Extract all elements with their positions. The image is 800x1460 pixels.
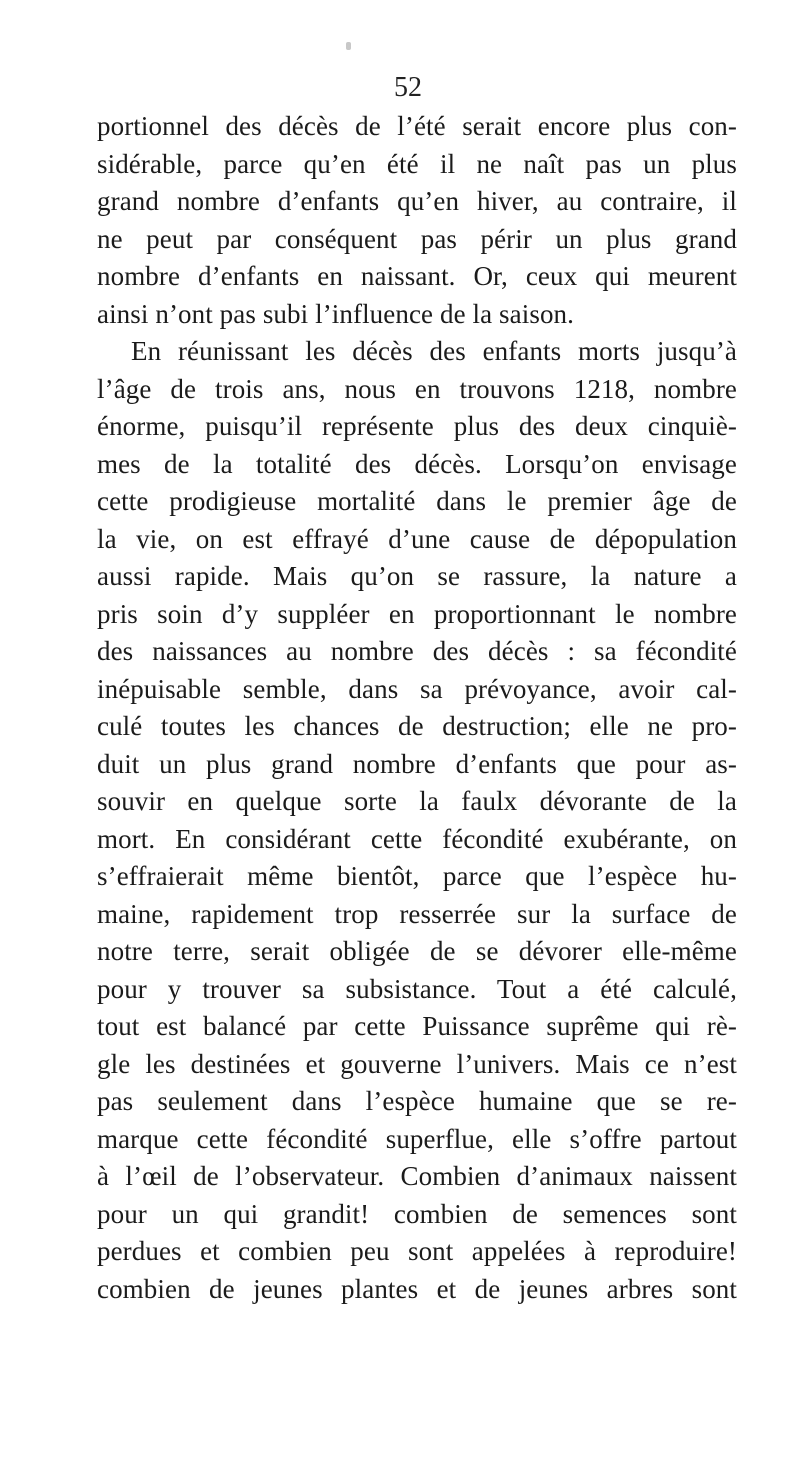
text-line: mes de la totalité des décès. Lorsqu’on envisage — [97, 448, 737, 479]
text-line: pour un qui grandit! combien de semences sont — [97, 1198, 737, 1229]
paragraph-start-line: En réunissant les décès des enfants morts jusqu’à — [131, 336, 737, 366]
text-line: s’effraierait même bientôt, parce que l’espèce hu- — [97, 861, 737, 891]
text-line: inépuisable semble, dans sa prévoyance, avoir cal- — [97, 673, 737, 704]
text-line: aussi rapide. Mais qu’on se rassure, la nature a — [97, 561, 737, 591]
text-line: ainsi n’ont pas subi l’influence de la saison. — [97, 298, 574, 329]
text-line: nombre d’enfants en naissant. Or, ceux qui meurent — [97, 261, 737, 291]
text-line: à l’œil de l’observateur. Combien d’animaux naissent — [97, 1161, 737, 1191]
text-line: grand nombre d’enfants qu’en hiver, au contraire, il — [97, 186, 737, 216]
text-line: l’âge de trois ans, nous en trouvons 1218, nombre — [97, 373, 737, 404]
text-line: culé toutes les chances de destruction; elle ne pro- — [97, 711, 737, 741]
page-number: 52 — [394, 72, 422, 103]
text-line: marque cette fécondité superflue, elle s’offre partout — [97, 1123, 737, 1154]
text-line: des naissances au nombre des décès : sa fécondité — [97, 636, 737, 666]
ink-speck — [346, 42, 351, 50]
text-line: maine, rapidement trop resserrée sur la surface de — [97, 898, 737, 929]
text-line: duit un plus grand nombre d’enfants que pour as- — [97, 748, 737, 779]
text-line: sidérable, parce qu’en été il ne naît pas un plus — [97, 148, 737, 179]
text-line: cette prodigieuse mortalité dans le premier âge de — [97, 486, 737, 516]
body-text — [97, 108, 737, 1308]
text-line: pas seulement dans l’espèce humaine que se re- — [97, 1086, 737, 1116]
text-line: énorme, puisqu’il représente plus des deux cinquiè- — [97, 411, 737, 441]
text-line: combien de jeunes plantes et de jeunes arbres sont — [97, 1273, 737, 1304]
text-line: pour y trouver sa subsistance. Tout a été calculé, — [97, 973, 737, 1004]
text-line: notre terre, serait obligée de se dévorer elle-même — [97, 936, 737, 966]
text-line: ne peut par conséquent pas périr un plus grand — [97, 223, 737, 254]
text-line: mort. En considérant cette fécondité exubérante, on — [97, 823, 737, 854]
text-line: portionnel des décès de l’été serait encore plus con- — [97, 111, 737, 141]
text-line: perdues et combien peu sont appelées à reproduire! — [97, 1236, 737, 1266]
text-line: gle les destinées et gouverne l’univers. Mais ce n’est — [97, 1048, 737, 1079]
text-line: la vie, on est effrayé d’une cause de dépopulation — [97, 523, 737, 554]
text-line: tout est balancé par cette Puissance suprême qui rè- — [97, 1011, 737, 1041]
text-line: souvir en quelque sorte la faulx dévorante de la — [97, 786, 737, 816]
text-line: pris soin d’y suppléer en proportionnant le nombre — [97, 598, 737, 629]
